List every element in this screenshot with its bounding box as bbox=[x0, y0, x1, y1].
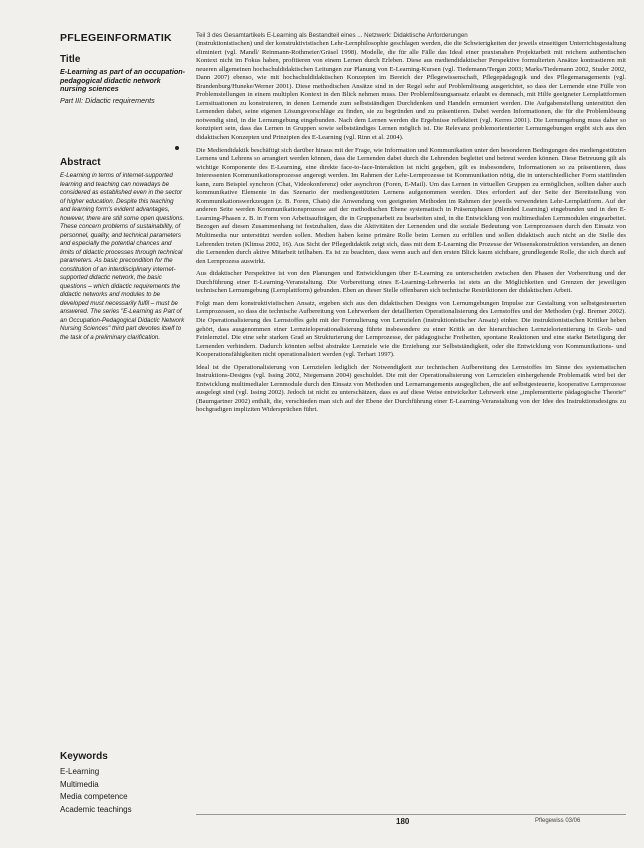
keyword-item: E-Learning bbox=[60, 767, 100, 776]
title-section bbox=[60, 54, 185, 105]
bullet-dot bbox=[175, 146, 179, 150]
english-title: E-Learning as part of an occupation-pedagogical didactic network nursing sciences bbox=[60, 67, 185, 94]
keywords-heading: Keywords bbox=[60, 751, 108, 762]
page-number: 180 bbox=[396, 817, 410, 826]
journal-name: PFLEGEINFORMATIK bbox=[60, 32, 172, 44]
keyword-item: Media competence bbox=[60, 792, 128, 801]
abstract-section bbox=[60, 157, 185, 342]
left-column bbox=[60, 32, 185, 814]
body-paragraph: Ideal ist die Operationalisierung von Lernzielen lediglich der Notwendigkeit zur technischen Aufbereitung des Lernstoffes im Sinne des systematischen Instruktions-Designs (vgl. Issing 2002, Niegemann 2004) geschuldet. Die mit der Operationalisierung von Lernzielen einhergehende Problematik wird bei der Entwicklung multimedialer Lernmodule durch den Einsatz von Methoden und Lernarrangements ausgeglichen, die auf selbstgesteuerte, kooperative Lernprozesse ausgelegt sind (vgl. Issing 2002). Jedoch ist nicht zu unterschätzen, dass es auf diese Weise entwickelter Lehrwerk eine „implementierte pädagogische Theorie“ (Baumgartner 2002) enthält, die, verschieden man sich auf der Ebene der Durchführung einer E-Learning-Veranstaltung von der Idee des Instruktionsdesigns zu hochgradigen impliziten Widersprüchen führt. bbox=[196, 363, 626, 414]
title-heading: Title bbox=[60, 54, 81, 65]
keyword-list bbox=[60, 766, 185, 816]
keywords-section bbox=[60, 751, 185, 816]
abstract-text: E-Learning in terms of internet-supported learning and teaching can nowadays be considered as established even in the sector of higher education. Despite this teaching and learning form's evident advantages, however, there are still some open questions. These concern problems of sustainability, of personnel, quality, and technical parameters and especially the potential chances and limits of didactic processes through technical parameters. As basic precondition for the constitution of an interdisciplinary internet-supported didactic network, the basic questions – which didactic requirements the didactic networks and modules to be developed must necessarily fulfil – must be answered. The series "E-Learning as Part of an Occupation-Pedagogical Didactic Network Nursing Sciences" third part devotes itself to the task of a preliminary clarification. bbox=[60, 172, 185, 341]
keyword-item: Academic teachings bbox=[60, 804, 132, 814]
body-paragraph: (instruktionistischen) und der konstruktivistischen Lehr-Lernphilosophie geschlagen werden, die die Schwierigkeiten der jeweils einseitigen Unterrichtsgestaltung eliminiert (vgl. Mandl/ Reinmann-Rothmeier/Gräsel 1998). Modelle, die für alle Fälle das Ideal einer praxisnahen Projektarbeit mit reichem authentischen Kontext nicht im Fokus haben, profitieren von einem Lernen durch Erleben. Diese aus mediendidaktischer Perspektive formulierten Ansätze kontrastieren mit neueren allgemeinen hochschuldidaktischen Leitungen zur Planung von E-Learning-Kursen (vgl. Tiedemann/Tergan 2003; Marks/Tiedemann 2002, Studer 2002, Dann 2007) ebenso, wie mit hochschuldidaktischen Konzepten im Bereich der Pflegewissenschaft, Pflegepädagogik und des Pflegemanagements (vgl. Brandenburg/Huneke/Werner 2001). Diese methodischen Ansätze sind in der Regel sehr auf Problemlösung ausgerichtet, so dass der Lernende eine Fülle von Problemstellungen in einem multiplen Kontext in den Blick nehmen muss. Der Problemlösungsansatz erlaubt es demnach, mit Hilfe geeigneter Lernplattformen Lernsituationen zu konstruieren, in denen Lernende zum selbstständigen Durchdenken und Handeln ermuntert werden. Die Aufgabenstellung unterstützt den Lernenden dabei, seine eigenen Lösungsvorschläge zu finden, sie zu begründen und zu präsentieren. Dabei werden Informationen, die für die Problemlösung notwendig sind, in die Lernumgebung eingebunden. Nach dem Lernen werden die Ergebnisse reflektiert (vgl. Kerres 2001). Die Lernumgebung muss daher so konzipiert sein, dass das Lernen in Gruppen sowie selbstständiges Lernen möglich ist. Die Relevanz problemorientierter Lernumgebungen ergibt sich aus den didaktischen Konzepten und Prinzipien des E-Learning (vgl. Rinn et al. 2004). bbox=[196, 40, 626, 142]
body-paragraph: Die Mediendidaktik beschäftigt sich darüber hinaus mit der Frage, wie Information und Kommunikation unter den besonderen Bedingungen des mediengestützten Lernens und Lehrens so arrangiert werden können, dass die Lernenden dabei durch die Lehrenden begleitet und betreut werden können. Diese Betreuung gilt als wichtige Komponente des E-Learning, eine direkte face-to-face-Interaktion ist nicht gegeben, gilt es insbesondere, Informationen so zu präsentieren, dass Interessenten Kommunikationsprozesse angeregt werden. Im Rahmen der Lehr-Lernprozesse ist Kommunikation nötig, die in unterschiedlicher Form stattfinden kann, zum Beispiel synchron (Chat, Videokonferenz) oder asynchron (Foren, E-Mail). Um das Lernen in virtuellen Gruppen zu ermöglichen, sollten daher auch kommunikative Elemente in das Szenario der mediengestützten Lernens aufgenommen werden. Dies erfordert auf der Seite der Bereitstellung von Kommunikationswerkzeugen (z. B. Foren, Chats) die Anwendung von geeigneten Methoden im Rahmen der jeweils verwendeten Lehr-Lernplattform. Auf der anderen Seite werden Kommunikationsprozesse auf der methodischen Ebene systematisch in Präsenzphasen (Blended Learning) eingebunden und in den E-Learning-Phasen z. B. in Form von Arbeitsaufträgen, die in Gruppenarbeit zu bearbeiten sind, in die Entwicklung von multimedialen Lernmodulen eingearbeitet. Bezogen auf diesen Zusammenhang ist festzuhalten, dass die Aktivitäten der Lernenden und die soziale Bedeutung von Lernprozessen durch den Einsatz von Multimedia nur unterstützt werden sollen. Medien haben keine primäre Rolle beim Lernen zu erfüllen und sollen didaktisch auch nicht an die Stelle des Lehrenden treten (Klimsa 2002, 16). Aus Sicht der Pflegedidaktik zeigt sich, dass mit dem E-Learning die Prozesse der Wissenskonstruktion verstanden, an denen die Lernenden durch aktive Mitarbeit teilhaben. Es ist zu beachten, dass wenn auch auf den ersten Blick kaum sichtbare, grundlegende Rolle, die sich durch auf den Lernprozess auswirkt. bbox=[196, 146, 626, 265]
footer-divider bbox=[196, 814, 626, 815]
body-paragraph: Folgt man dem konstruktivistischen Ansatz, ergeben sich aus den didaktischen Designs von Lernumgebungen Impulse zur Gestaltung von selbstgesteuerten Lernprozessen, so dass die technische Aufbereitung von Lehrwerken der detaillierten Operationalisierung des Lernstoffes und der Methoden (vgl. Bremer 2002). Die Operationalisierung des Lernstoffes geht mit der Formulierung von Lernzielen (instruktionistischer Ansatz) einher. Die instruktionistischen Kritiker heben gehört, dass ausgenommen einer Lernzieloperationalisierung führte insbesondere zu einer Kritik an der hierarchischen Lernzielorientierung in Grob- und Feinlernziel. Die eine sehr starken Grad an Strukturierung der Lernprozesse, der pädagogische Freiheiten, spontane Reaktionen und eine starke Beteiligung der Lernenden verhindern. Dadurch könnten selbst abstrakte Lernziele wie die Erziehung zur Selbstständigkeit, oder die Entwicklung von Kommunikations- und Kooperationsfähigkeiten nicht operationalisiert werden (vgl. Terhart 1997). bbox=[196, 299, 626, 359]
body-paragraph: Aus didaktischer Perspektive ist von den Planungen und Entwicklungen über E-Learning zu unterscheiden zwischen den Phasen der Vorbereitung und der Durchführung einer E-Learning-Veranstaltung. Die Vorbereitung eines E-Learning-Lehrwerks ist stets an die Möglichkeiten und Grenzen der jeweiligen technischen Lernumgebung (Lernplattform) gebunden. Eben an dieser Stelle offenbaren sich technische Restriktionen der didaktischen Arbeit. bbox=[196, 270, 626, 295]
abstract-heading: Abstract bbox=[60, 157, 101, 168]
footer-journal: Pflegewiss 03/06 bbox=[535, 818, 581, 824]
english-title-part: Part III: Didactic requirements bbox=[60, 95, 155, 105]
running-header: Teil 3 des Gesamtartikels E-Learning als Bestandteil eines ... Netzwerk: Didaktische Anforderungen bbox=[196, 32, 468, 39]
keyword-item: Multimedia bbox=[60, 779, 99, 789]
article-body bbox=[196, 40, 626, 419]
